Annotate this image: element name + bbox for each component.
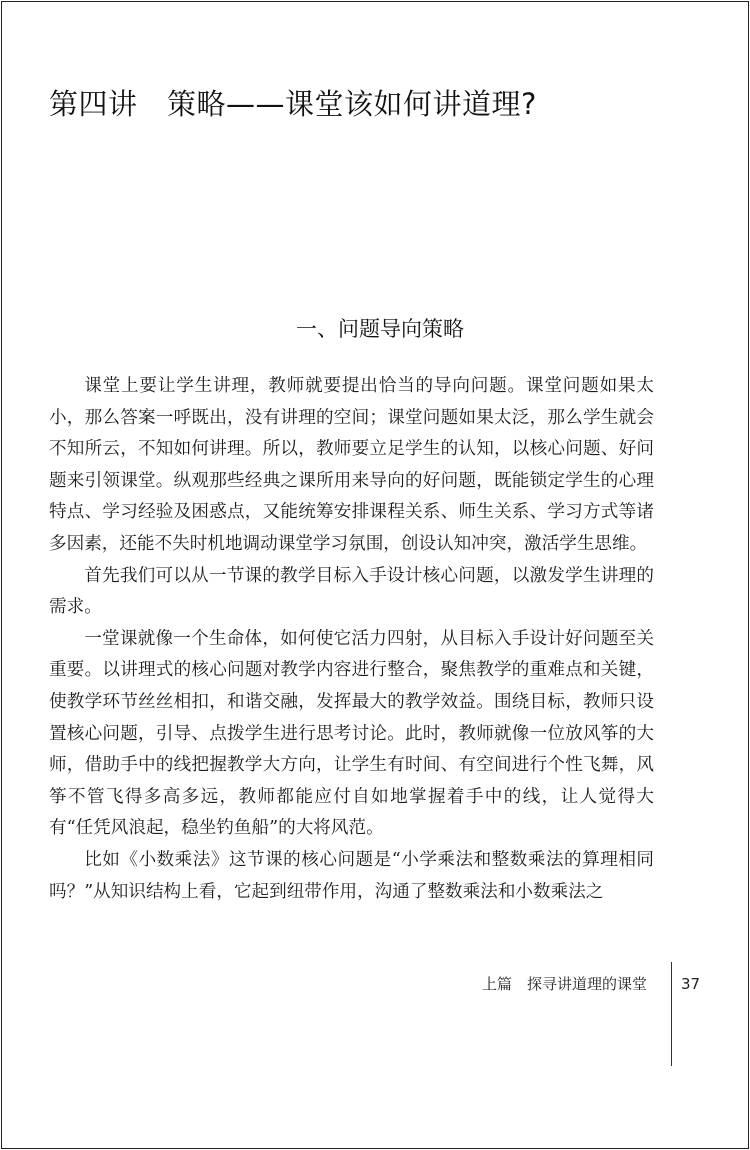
paragraph: 首先我们可以从一节课的教学目标入手设计核心问题，以激发学生讲理的需求。 — [49, 565, 654, 618]
running-head: 上篇 探寻讲道理的课堂 — [481, 975, 647, 993]
body-text — [49, 371, 654, 908]
section-title: 一、问题导向策略 — [296, 317, 464, 341]
paragraph: 一堂课就像一个生命体，如何使它活力四射，从目标入手设计好问题至关重要。以讲理式的核心问题对教学内容进行整合，聚焦教学的重难点和关键，使教学环节丝丝相扣，和谐交融，发挥最大的教学效益。围绕目标，教师只设置核心问题，引导、点拨学生进行思考讨论。此时，教师就像一位放风筝的大师，借助手中的线把握教学大方向，让学生有时间、有空间进行个性飞舞，风筝不管飞得多高多远，教师都能应付自如地掌握着手中的线，让人觉得大有“任凭风浪起，稳坐钓鱼船”的大将风范。 — [49, 628, 654, 839]
paragraph: 比如《小数乘法》这节课的核心问题是“小学乘法和整数乘法的算理相同吗？”从知识结构上看，它起到纽带作用，沟通了整数乘法和小数乘法之 — [49, 849, 654, 902]
chapter-title: 第四讲 策略——课堂该如何讲道理? — [49, 87, 537, 121]
paragraph: 课堂上要让学生讲理，教师就要提出恰当的导向问题。课堂问题如果太小，那么答案一呼既出，没有讲理的空间；课堂问题如果太泛，那么学生就会不知所云，不知如何讲理。所以，教师要立足学生的认知，以核心问题、好问题来引领课堂。纵观那些经典之课所用来导向的好问题，既能锁定学生的心理特点、学习经验及困惑点，又能统筹安排课程关系、师生关系、学习方式等诸多因素，还能不失时机地调动课堂学习氛围，创设认知冲突，激活学生思维。 — [49, 376, 654, 554]
page-number: 37 — [681, 975, 701, 993]
footer-divider — [671, 962, 672, 1066]
